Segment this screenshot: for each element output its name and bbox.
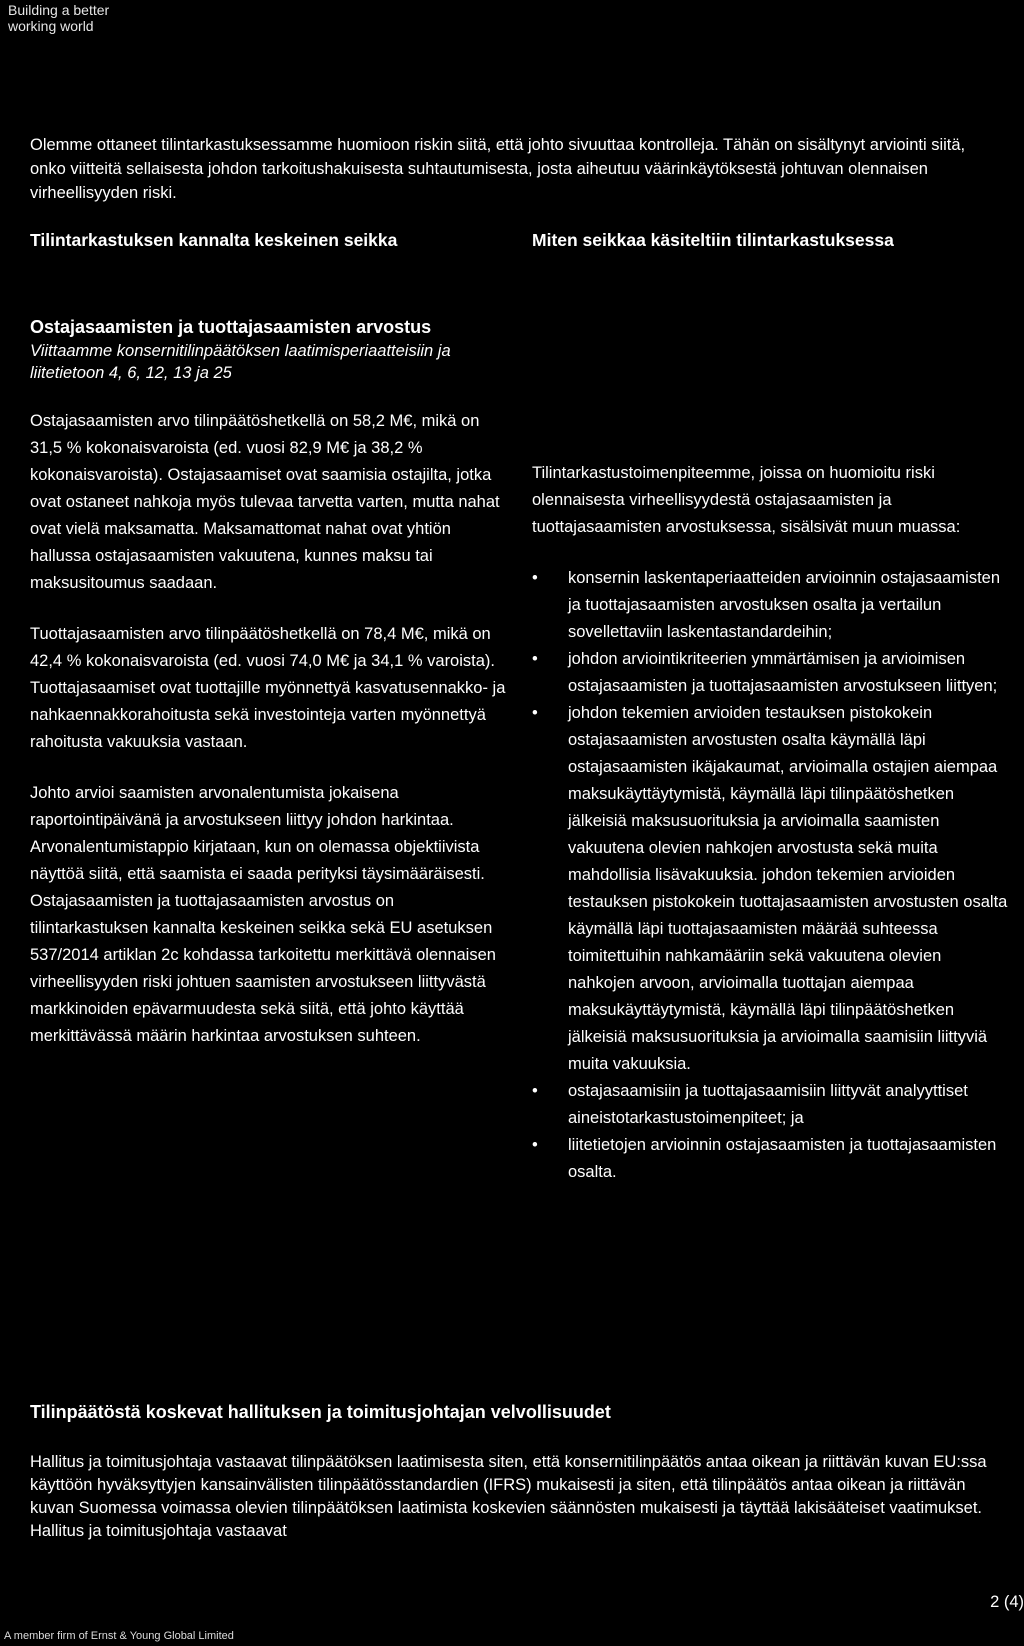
section-body-text: Hallitus ja toimitusjohtaja vastaavat tilinpäätöksen laatimisesta siten, että konsernitilinpäätös antaa oikean ja riittävän kuvan EU:ssa käyttöön hyväksyttyjen kansainvälisten tilinpäätösstandardien (IFRS) mukaisesti ja siten, että tilinpäätös antaa oikean ja riittävän kuvan Suomessa voimassa olevien tilinpäätöksen laatimista koskevien säännösten mukaisesti ja täyttää lakisääteiset vaatimukset. Hallitus ja toimitusjohtaja vastaavat <box>30 1453 987 1540</box>
key-audit-matter-header: Tilintarkastuksen kannalta keskeinen seikka <box>30 230 398 250</box>
bullet-icon: • <box>532 1082 538 1100</box>
bullet-icon: • <box>532 569 538 587</box>
ey-tagline <box>8 2 109 34</box>
intro-text: Olemme ottaneet tilintarkastuksessamme huomioon riskin siitä, että johto sivuuttaa kontrolleja. Tähän on sisältynyt arviointi siitä, onko viitteitä sellaisesta johdon tarkoitushakuisesta suhtautumisesta, josta aiheutuu väärinkäytöksestä johtuvan olennaisen virheellisyyden riski. <box>30 136 966 202</box>
list-item-text: liitetietojen arvioinnin ostajasaamisten ja tuottajasaamisten osalta. <box>568 1136 997 1181</box>
audit-procedures-list <box>532 565 1012 1186</box>
footer-note: A member firm of Ernst & Young Global Limited <box>4 1630 234 1642</box>
bullet-icon: • <box>532 650 538 668</box>
audit-response-header: Miten seikkaa käsiteltiin tilintarkastuksessa <box>532 230 894 250</box>
left-paragraph-1: Ostajasaamisten arvo tilinpäätöshetkellä on 58,2 M€, mikä on 31,5 % kokonaisvaroista (ed. vuosi 82,9 M€ ja 38,2 % kokonaisvaroista). Ostajasaamiset ovat saamisia ostajilta, jotka ovat ostaneet nahkoja myös tulevaa tarvetta varten, mutta nahat ovat vielä maksamatta. Maksamattomat nahat ovat yhtiön hallussa ostajasaamisten vakuutena, kunnes maksu tai maksusitoumus saadaan. <box>30 412 500 592</box>
list-item-text: johdon arviointikriteerien ymmärtämisen ja arvioimisen ostajasaamisten ja tuottajasaamisten arvostukseen liittyen; <box>568 650 998 695</box>
section-body <box>30 1451 1005 1543</box>
left-paragraph-2: Tuottajasaamisten arvo tilinpäätöshetkellä on 78,4 M€, mikä on 42,4 % kokonaisvaroista (ed. vuosi 74,0 M€ ja 34,1 % varoista). Tuottajasaamiset ovat tuottajille myönnettyä kasvatusennakko- ja nahkaennakkorahoitusta sekä investointeja varten myönnettyä rahoitusta vakuuksia vastaan. <box>30 625 506 751</box>
page-number: 2 (4) <box>990 1593 1024 1611</box>
intro-paragraph <box>30 133 1005 205</box>
section-heading: Tilinpäätöstä koskevat hallituksen ja toimitusjohtajan velvollisuudet <box>30 1402 611 1422</box>
tagline-line-1: Building a better <box>8 2 110 18</box>
list-item <box>532 700 1012 1078</box>
key-audit-matter-column <box>30 314 515 1074</box>
right-intro-text: Tilintarkastustoimenpiteemme, joissa on huomioitu riski olennaisesta virheellisyydestä ostajasaamisten ja tuottajasaamisten arvostuksessa, sisälsivät muun muassa: <box>532 464 961 536</box>
list-item <box>532 565 1012 646</box>
left-paragraph-3: Johto arvioi saamisten arvonalentumista jokaisena raportointipäivänä ja arvostukseen liittyy johdon harkintaa. Arvonalentumistappio kirjataan, kun on olemassa objektiivista näyttöä siitä, että saamista ei saada perityksi täysimääräisesti. Ostajasaamisten ja tuottajasaamisten arvostus on tilintarkastuksen kannalta keskeinen seikka sekä EU asetuksen 537/2014 artiklan 2c kohdassa tarkoitettu merkittävä olennaisen virheellisyyden riski johtuen saamisten arvostukseen liittyvästä markkinoiden epävarmuudesta sekä siitä, että johto käyttää merkittävässä määrin harkintaa arvostuksen suhteen. <box>30 784 496 1045</box>
list-item-text: konsernin laskentaperiaatteiden arvioinnin ostajasaamisten ja tuottajasaamisten arvostuksen osalta ja vertailun sovellettaviin laskentastandardeihin; <box>568 569 1001 641</box>
bullet-icon: • <box>532 704 538 722</box>
list-item <box>532 1078 1012 1132</box>
list-item <box>532 1132 1012 1186</box>
list-item-text: johdon tekemien arvioiden testauksen pistokokein ostajasaamisten arvostusten osalta käymällä läpi ostajasaamisten ikäjakaumat, arvioimalla ostajien aiempaa maksukäyttäytymistä, käymällä läpi tilinpäätöshetken jälkeisiä maksusuorituksia ja arvioimalla saamisten vakuutena olevien nahkojen arvostusta sekä muita mahdollisia lisävakuuksia. johdon tekemien arvioiden testauksen pistokokein tuottajasaamisten arvostusten osalta käymällä läpi tuottajasaamisten määrää suhteessa toimitettuihin nahkamääriin sekä vakuutena olevien nahkojen arvoon, arvioimalla tuottajan aiempaa maksukäyttäytymistä, käymällä läpi tilinpäätöshetken jälkeisiä maksusuorituksia ja arvioimalla saamisiin liittyviä muita vakuuksia. <box>568 704 1008 1073</box>
audit-response-column <box>532 460 1012 1186</box>
list-item-text: ostajasaamisiin ja tuottajasaamisiin liittyvät analyyttiset aineistotarkastustoimenpiteet; ja <box>568 1082 968 1127</box>
bullet-icon: • <box>532 1136 538 1154</box>
tagline-line-2: working world <box>8 18 94 34</box>
topic-reference: Viittaamme konsernitilinpäätöksen laatimisperiaatteisiin ja liitetietoon 4, 6, 12, 13 ja 25 <box>30 342 451 382</box>
topic-title: Ostajasaamisten ja tuottajasaamisten arvostus <box>30 317 432 337</box>
list-item <box>532 646 1012 700</box>
